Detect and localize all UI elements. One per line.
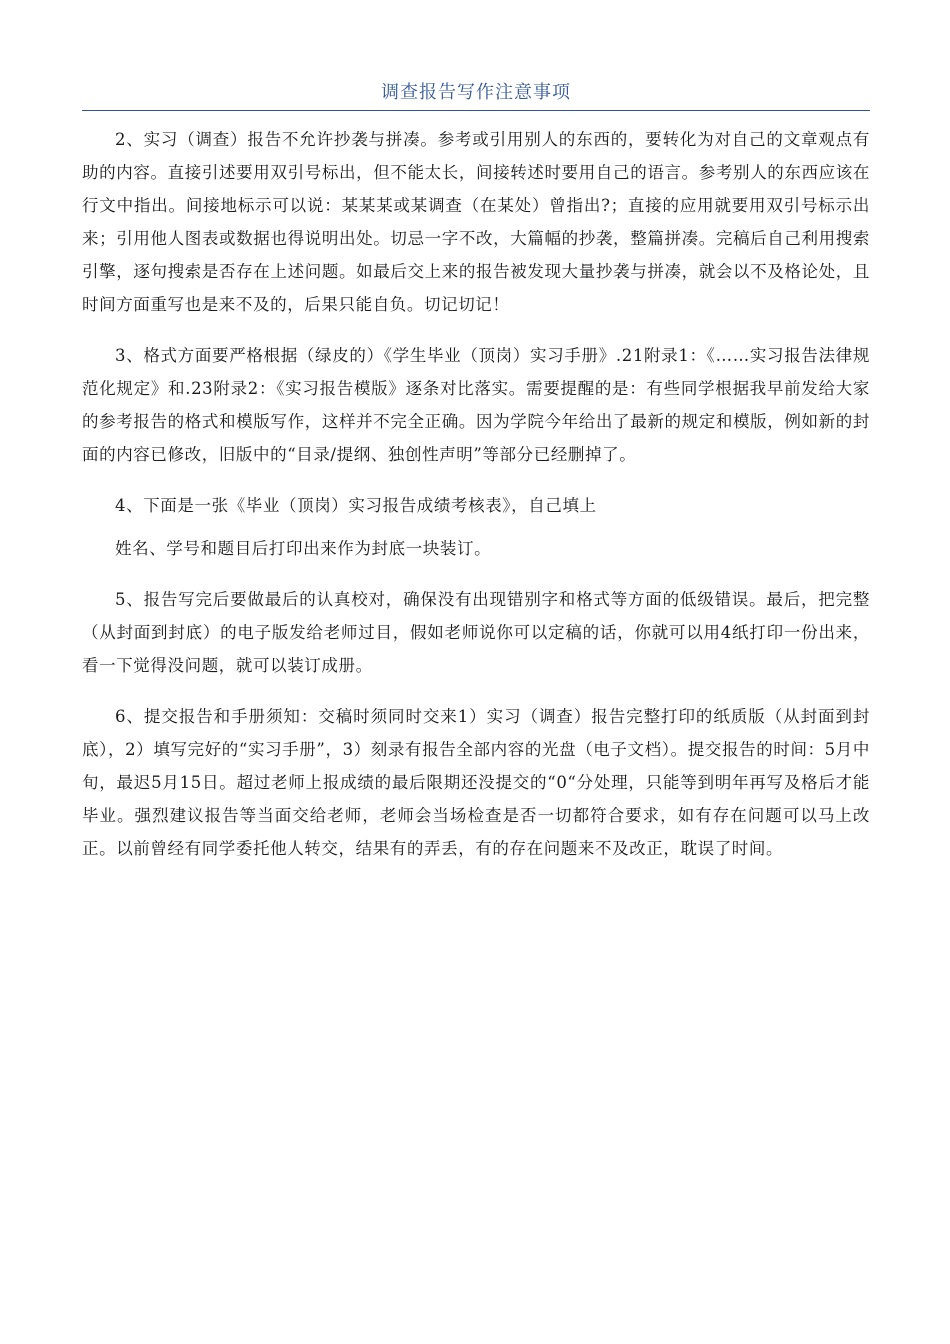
paragraph-submission: 6、提交报告和手册须知：交稿时须同时交来1）实习（调查）报告完整打印的纸质版（从封面到封底），2）填写完好的“实习手册”，3）刻录有报告全部内容的光盘（电子文档）。提交报告的时间：5月中旬，最迟5月15日。超过老师上报成绩的最后限期还没提交的“0“分处理，只能等到明年再写及格后才能毕业。强烈建议报告等当面交给老师，老师会当场检查是否一切都符合要求，如有存在问题可以马上改正。以前曾经有同学委托他人转交，结果有的弄丢，有的存在问题来不及改正，耽误了时间。 <box>82 707 870 858</box>
paragraph-assessment-form-continued: 姓名、学号和题目后打印出来作为封底一块装订。 <box>115 539 492 558</box>
paragraph-plagiarism: 2、实习（调查）报告不允许抄袭与拼凑。参考或引用别人的东西的，要转化为对自己的文章观点有助的内容。直接引述要用双引号标出，但不能太长，间接转述时要用自己的语言。参考别人的东西应该在行文中指出。间接地标示可以说：某某某或某调查（在某处）曾指出?；直接的应用就要用双引号标示出来；引用他人图表或数据也得说明出处。切忌一字不改，大篇幅的抄袭，整篇拼凑。完稿后自己利用搜索引擎，逐句搜索是否存在上述问题。如最后交上来的报告被发现大量抄袭与拼凑，就会以不及格论处，且时间方面重写也是来不及的，后果只能自负。切记切记！ <box>82 130 870 314</box>
paragraph-proofreading: 5、报告写完后要做最后的认真校对，确保没有出现错别字和格式等方面的低级错误。最后，把完整（从封面到封底）的电子版发给老师过目，假如老师说你可以定稿的话，你就可以用4纸打印一份出来，看一下觉得没问题，就可以装订成册。 <box>82 590 870 675</box>
paragraph-assessment-form: 4、下面是一张《毕业（顶岗）实习报告成绩考核表》，自己填上 <box>115 496 597 515</box>
page-header <box>82 78 870 111</box>
document-title: 调查报告写作注意事项 <box>381 82 571 103</box>
paragraph-format: 3、格式方面要严格根据（绿皮的）《学生毕业（顶岗）实习手册》.21附录1：《……实习报告法律规范化规定》和.23附录2：《实习报告模版》逐条对比落实。需要提醒的是：有些同学根据我早前发给大家的参考报告的格式和模版写作，这样并不完全正确。因为学院今年给出了最新的规定和模版，例如新的封面的内容已修改，旧版中的“目录/提纲、独创性声明”等部分已经删掉了。 <box>82 346 870 464</box>
document-body <box>82 123 870 883</box>
